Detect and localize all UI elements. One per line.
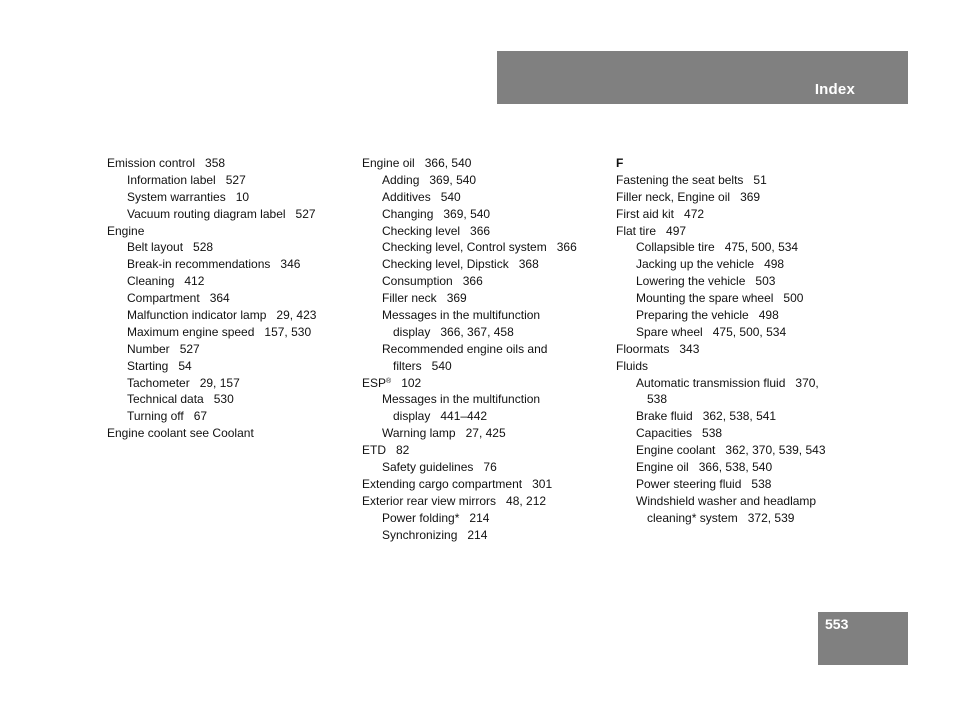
index-page-ref[interactable]: 343 [679,341,700,356]
index-term: Maximum engine speed [127,324,255,339]
index-page-ref[interactable]: 538 [751,476,772,491]
index-entry [616,189,861,206]
index-subentry [107,172,352,189]
index-term: Vacuum routing diagram label [127,206,286,221]
index-term: Checking level [382,223,461,238]
index-page-ref[interactable]: 102 [401,375,422,390]
index-subentry [616,493,861,510]
index-page-ref[interactable]: 366, 540 [424,156,472,170]
index-subentry [107,307,352,324]
index-page-ref[interactable]: 370, [795,375,819,390]
index-term: Filler neck [382,291,437,306]
index-page-ref[interactable]: 54 [178,358,192,373]
index-subentry [107,290,352,307]
index-term: Jacking up the vehicle [636,257,755,272]
index-term: display [393,409,431,424]
index-page-ref[interactable]: 538 [647,392,668,407]
index-term: Lowering the vehicle [636,274,746,289]
index-subentry [362,172,607,189]
index-subentry [616,459,861,476]
index-page-ref[interactable]: 366, 538, 540 [698,460,773,475]
index-subentry [616,442,861,459]
index-page-ref[interactable]: 527 [179,341,200,356]
index-subentry [616,391,861,408]
index-term: Automatic transmission fluid [636,375,786,390]
index-subentry [616,273,861,290]
index-term: Break-in recommendations [127,257,271,272]
index-term: Brake fluid [636,409,693,424]
index-entry [362,375,607,392]
index-page-ref[interactable]: 82 [396,443,410,458]
index-subentry [616,476,861,493]
index-subentry [362,223,607,240]
index-page-ref[interactable]: 498 [764,257,785,272]
index-subentry [616,239,861,256]
index-term: Power folding* [382,510,460,525]
index-page-ref[interactable]: 498 [758,308,779,323]
index-subentry [362,307,607,324]
index-subentry [616,324,861,341]
index-term: Flat tire [616,223,657,238]
index-term: Capacities [636,426,693,441]
index-page-ref[interactable]: 503 [755,274,776,289]
index-page-ref[interactable]: 475, 500, 534 [724,240,799,255]
index-term: Adding [382,172,420,187]
index-subentry [616,290,861,307]
index-term: Malfunction indicator lamp [127,308,267,323]
index-term: Engine coolant see Coolant [107,426,254,441]
index-page-ref[interactable]: 157, 530 [264,324,312,339]
index-term: First aid kit [616,206,675,221]
index-subentry [107,341,352,358]
index-term: Engine [107,223,145,238]
index-term: Emission control [107,156,196,170]
page-number: 553 [825,616,849,632]
index-term: Turning off [127,409,184,424]
index-page-ref[interactable]: 540 [431,358,452,373]
index-term: Compartment [127,291,200,306]
index-term: display [393,324,431,339]
header-bar [497,51,908,104]
index-page-ref[interactable]: 358 [205,156,226,170]
index-term: Changing [382,206,434,221]
index-subentry [107,324,352,341]
index-entry [362,493,607,510]
index-subentry [362,189,607,206]
index-term: Tachometer [127,375,190,390]
index-page-ref[interactable]: 29, 157 [199,375,240,390]
index-subentry [107,189,352,206]
index-entry [616,155,861,172]
index-page-ref[interactable]: 412 [184,274,205,289]
index-page-ref[interactable]: 366 [470,223,491,238]
index-entry [616,206,861,223]
index-subentry [362,391,607,408]
index-term: ETD [362,443,386,458]
index-page-ref[interactable]: 366, 367, 458 [440,324,514,339]
index-subentry [362,510,607,527]
index-subentry [362,425,607,442]
index-column-1 [107,155,352,442]
index-entry [107,223,352,240]
index-term: Extending cargo compartment [362,476,523,491]
index-subentry [616,510,861,527]
index-entry [616,223,861,240]
index-term: Mounting the spare wheel [636,291,774,306]
index-page-ref[interactable]: 527 [225,172,246,187]
index-page-ref[interactable]: 540 [440,189,461,204]
index-subentry [616,256,861,273]
index-term: filters [393,358,422,373]
index-term: Technical data [127,392,204,407]
index-term: Number [127,341,170,356]
index-subentry [107,358,352,375]
index-column-2 [362,155,607,543]
index-term: Filler neck, Engine oil [616,189,731,204]
index-term: Cleaning [127,274,175,289]
index-page-ref[interactable]: 528 [193,240,214,255]
page-title: Index [814,81,855,98]
index-entry [107,425,352,442]
index-subentry [107,391,352,408]
index-term: Fluids [616,358,649,373]
index-page-ref[interactable]: 27, 425 [465,426,506,441]
index-entry [616,358,861,375]
index-term: cleaning* system [647,510,738,525]
index-entry [362,476,607,493]
index-entry [362,442,607,459]
index-term: Recommended engine oils and [382,341,548,356]
index-entry [362,155,607,172]
index-subentry [362,341,607,358]
index-page-ref[interactable]: 372, 539 [747,510,795,525]
index-page-ref[interactable]: 369, 540 [443,206,491,221]
index-subentry [362,324,607,341]
index-page-ref[interactable]: 538 [702,426,723,441]
index-page-ref[interactable]: 29, 423 [276,308,317,323]
index-term: Windshield washer and headlamp [636,493,817,508]
index-page-ref[interactable]: 76 [483,460,497,475]
index-term: Collapsible tire [636,240,715,255]
index-page-ref[interactable]: 362, 538, 541 [702,409,777,424]
index-subentry [616,307,861,324]
index-subentry [362,408,607,425]
index-column-3 [616,155,861,527]
index-subentry [362,290,607,307]
index-term: Belt layout [127,240,184,255]
index-entry [616,341,861,358]
index-term: Additives [382,189,431,204]
index-term: Spare wheel [636,324,703,339]
index-subentry [107,408,352,425]
registered-mark: ® [386,377,392,385]
index-term: Engine oil [362,156,415,170]
index-subentry [362,239,607,256]
index-subentry [362,273,607,290]
index-term: Information label [127,172,216,187]
index-subentry [362,527,607,544]
index-term: Checking level, Dipstick [382,257,509,272]
index-term: Exterior rear view mirrors [362,493,497,508]
index-term: Preparing the vehicle [636,308,749,323]
index-page-ref[interactable]: 530 [213,392,234,407]
index-term: Messages in the multifunction [382,392,541,407]
index-subentry [616,408,861,425]
index-page-ref[interactable]: 366 [556,240,577,255]
index-term: Synchronizing [382,527,458,542]
index-term: Engine oil [636,460,689,475]
index-page-ref[interactable]: 67 [193,409,208,424]
index-term: System warranties [127,189,226,204]
index-term: Consumption [382,274,453,289]
index-subentry [107,273,352,290]
index-subentry [362,358,607,375]
index-page-ref[interactable]: 214 [469,510,490,525]
index-term: Messages in the multifunction [382,308,541,323]
index-page-ref[interactable]: 301 [532,476,553,491]
index-subentry [107,239,352,256]
index-subentry [107,256,352,273]
index-page-ref[interactable]: 366 [462,274,483,289]
index-page-ref[interactable]: 500 [783,291,804,306]
index-subentry [362,459,607,476]
index-page-ref[interactable]: 346 [280,257,301,272]
index-page-ref[interactable]: 51 [753,172,767,187]
index-page-ref[interactable]: 368 [518,257,539,272]
index-term: Starting [127,358,169,373]
index-term: Engine coolant [636,443,716,458]
index-subentry [362,206,607,223]
index-page-ref[interactable]: 214 [467,527,488,542]
index-entry [107,155,352,172]
index-page-ref[interactable]: 48, 212 [506,493,547,508]
index-term: ESP [362,375,387,390]
index-subentry [107,375,352,392]
index-term: Safety guidelines [382,460,474,475]
index-page-ref[interactable]: 441–442 [440,409,488,424]
index-term: Floormats [616,341,670,356]
index-subentry [362,256,607,273]
index-page-ref[interactable]: 364 [209,291,230,306]
page-number-box [818,612,908,665]
index-term: Warning lamp [382,426,456,441]
index-page-ref[interactable]: 472 [684,206,705,221]
index-page-ref[interactable]: 527 [295,206,316,221]
index-page-ref[interactable]: 497 [666,223,687,238]
index-subentry [616,375,861,392]
index-page-ref[interactable]: 10 [235,189,250,204]
index-term: Power steering fluid [636,476,742,491]
index-subentry [616,425,861,442]
index-subentry [107,206,352,223]
index-entry [616,172,861,189]
index-page-ref[interactable]: 362, 370, 539, 543 [725,443,826,458]
index-term: F [616,156,624,170]
index-page-ref[interactable]: 369 [740,189,761,204]
index-page-ref[interactable]: 475, 500, 534 [712,324,787,339]
index-page-ref[interactable]: 369 [446,291,467,306]
index-term: Fastening the seat belts [616,172,744,187]
index-page-ref[interactable]: 369, 540 [429,172,477,187]
index-term: Checking level, Control system [382,240,547,255]
